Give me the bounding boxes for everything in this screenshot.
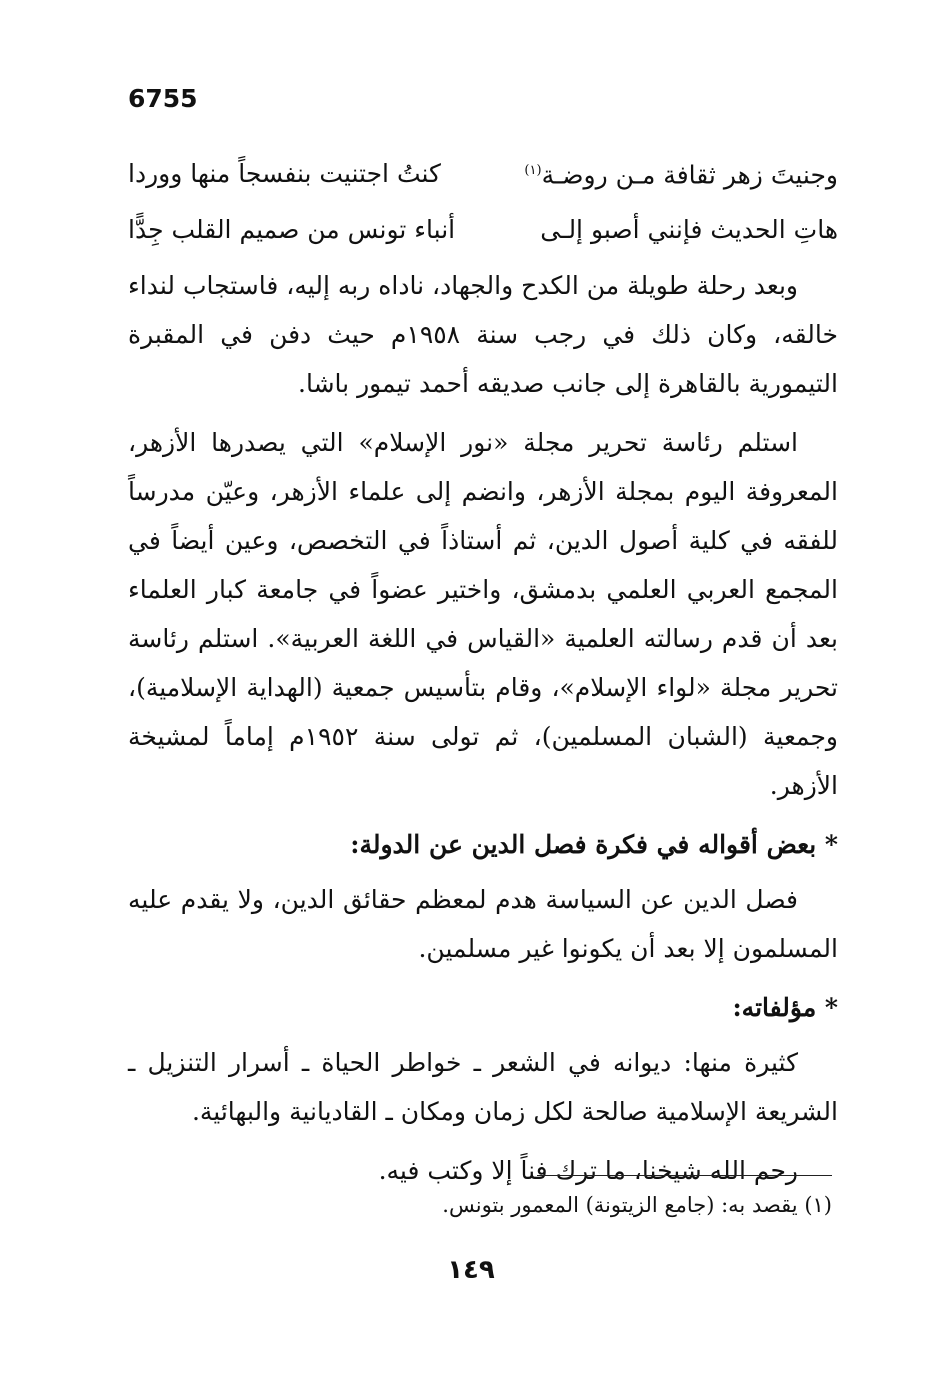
footnote-separator [537,1175,832,1176]
verse-line-1 [128,145,838,201]
page-body [128,145,838,1205]
paragraph-quote: فصل الدين عن السياسة هدم لمعظم حقائق الدين، ولا يقدم عليه المسلمون إلا بعد أن يكونوا غير مسلمين. [128,885,838,963]
archive-number: 6755 [128,84,198,113]
paragraph-career: استلم رئاسة تحرير مجلة «نور الإسلام» التي يصدرها الأزهر، المعروفة اليوم بمجلة الأزهر، وانضم إلى علماء الأزهر، وعيّن مدرساً للفقه في كلية أصول الدين، ثم أستاذاً في التخصص، وعين أيضاً في المجمع العربي العلمي بدمشق، واختير عضواً في جامعة كبار العلماء بعد أن قدم رسالته العلمية «القياس في اللغة العربية». استلم رئاسة تحرير مجلة «لواء الإسلام»، وقام بتأسيس جمعية (الهداية الإسلامية)، وجمعية (الشبان المسلمين)، ثم تولى سنة ١٩٥٢م إماماً لمشيخة الأزهر. [128,428,839,800]
verse-1-first-hemistich: وجنيتَ زهر ثقافة مـن روضـة$^{(١)}$ [524,160,838,190]
verse-2-second-hemistich: أنباء تونس من صميم القلب جِدًّا [128,214,456,244]
paragraph-works: كثيرة منها: ديوانه في الشعر ـ خواطر الحياة ـ أسرار التنزيل ـ الشريعة الإسلامية صالحة لكل زمان ومكان ـ القاديانية والبهائية. [128,1048,838,1126]
footnote-marker[interactable]: (١) [524,163,542,179]
paragraph-death: وبعد رحلة طويلة من الكدح والجهاد، ناداه ربه إليه، فاستجاب لنداء خالقه، وكان ذلك في رجب سنة ١٩٥٨م حيث دفن في المقبرة التيمورية بالقاهرة إلى جانب صديقه أحمد تيمور باشا. [128,271,838,398]
page-number: ١٤٩ [447,1255,495,1285]
verse-2-first-hemistich: هاتِ الحديث فإنني أصبو إلـى [540,214,838,244]
section-heading-sayings: * بعض أقواله في فكرة فصل الدين عن الدولة: [350,830,838,859]
footnote-text: (١) يقصد به: (جامع الزيتونة) المعمور بتونس. [442,1193,832,1217]
verse-line-2 [128,201,838,257]
section-heading-works: * مؤلفاته: [732,993,838,1022]
paragraph-closing: رحم الله شيخنا، ما ترك فناً إلا وكتب فيه. [378,1156,798,1185]
verse-1-second-hemistich: كنتُ اجتنيت بنفسجاً منها ووردا [128,158,441,188]
